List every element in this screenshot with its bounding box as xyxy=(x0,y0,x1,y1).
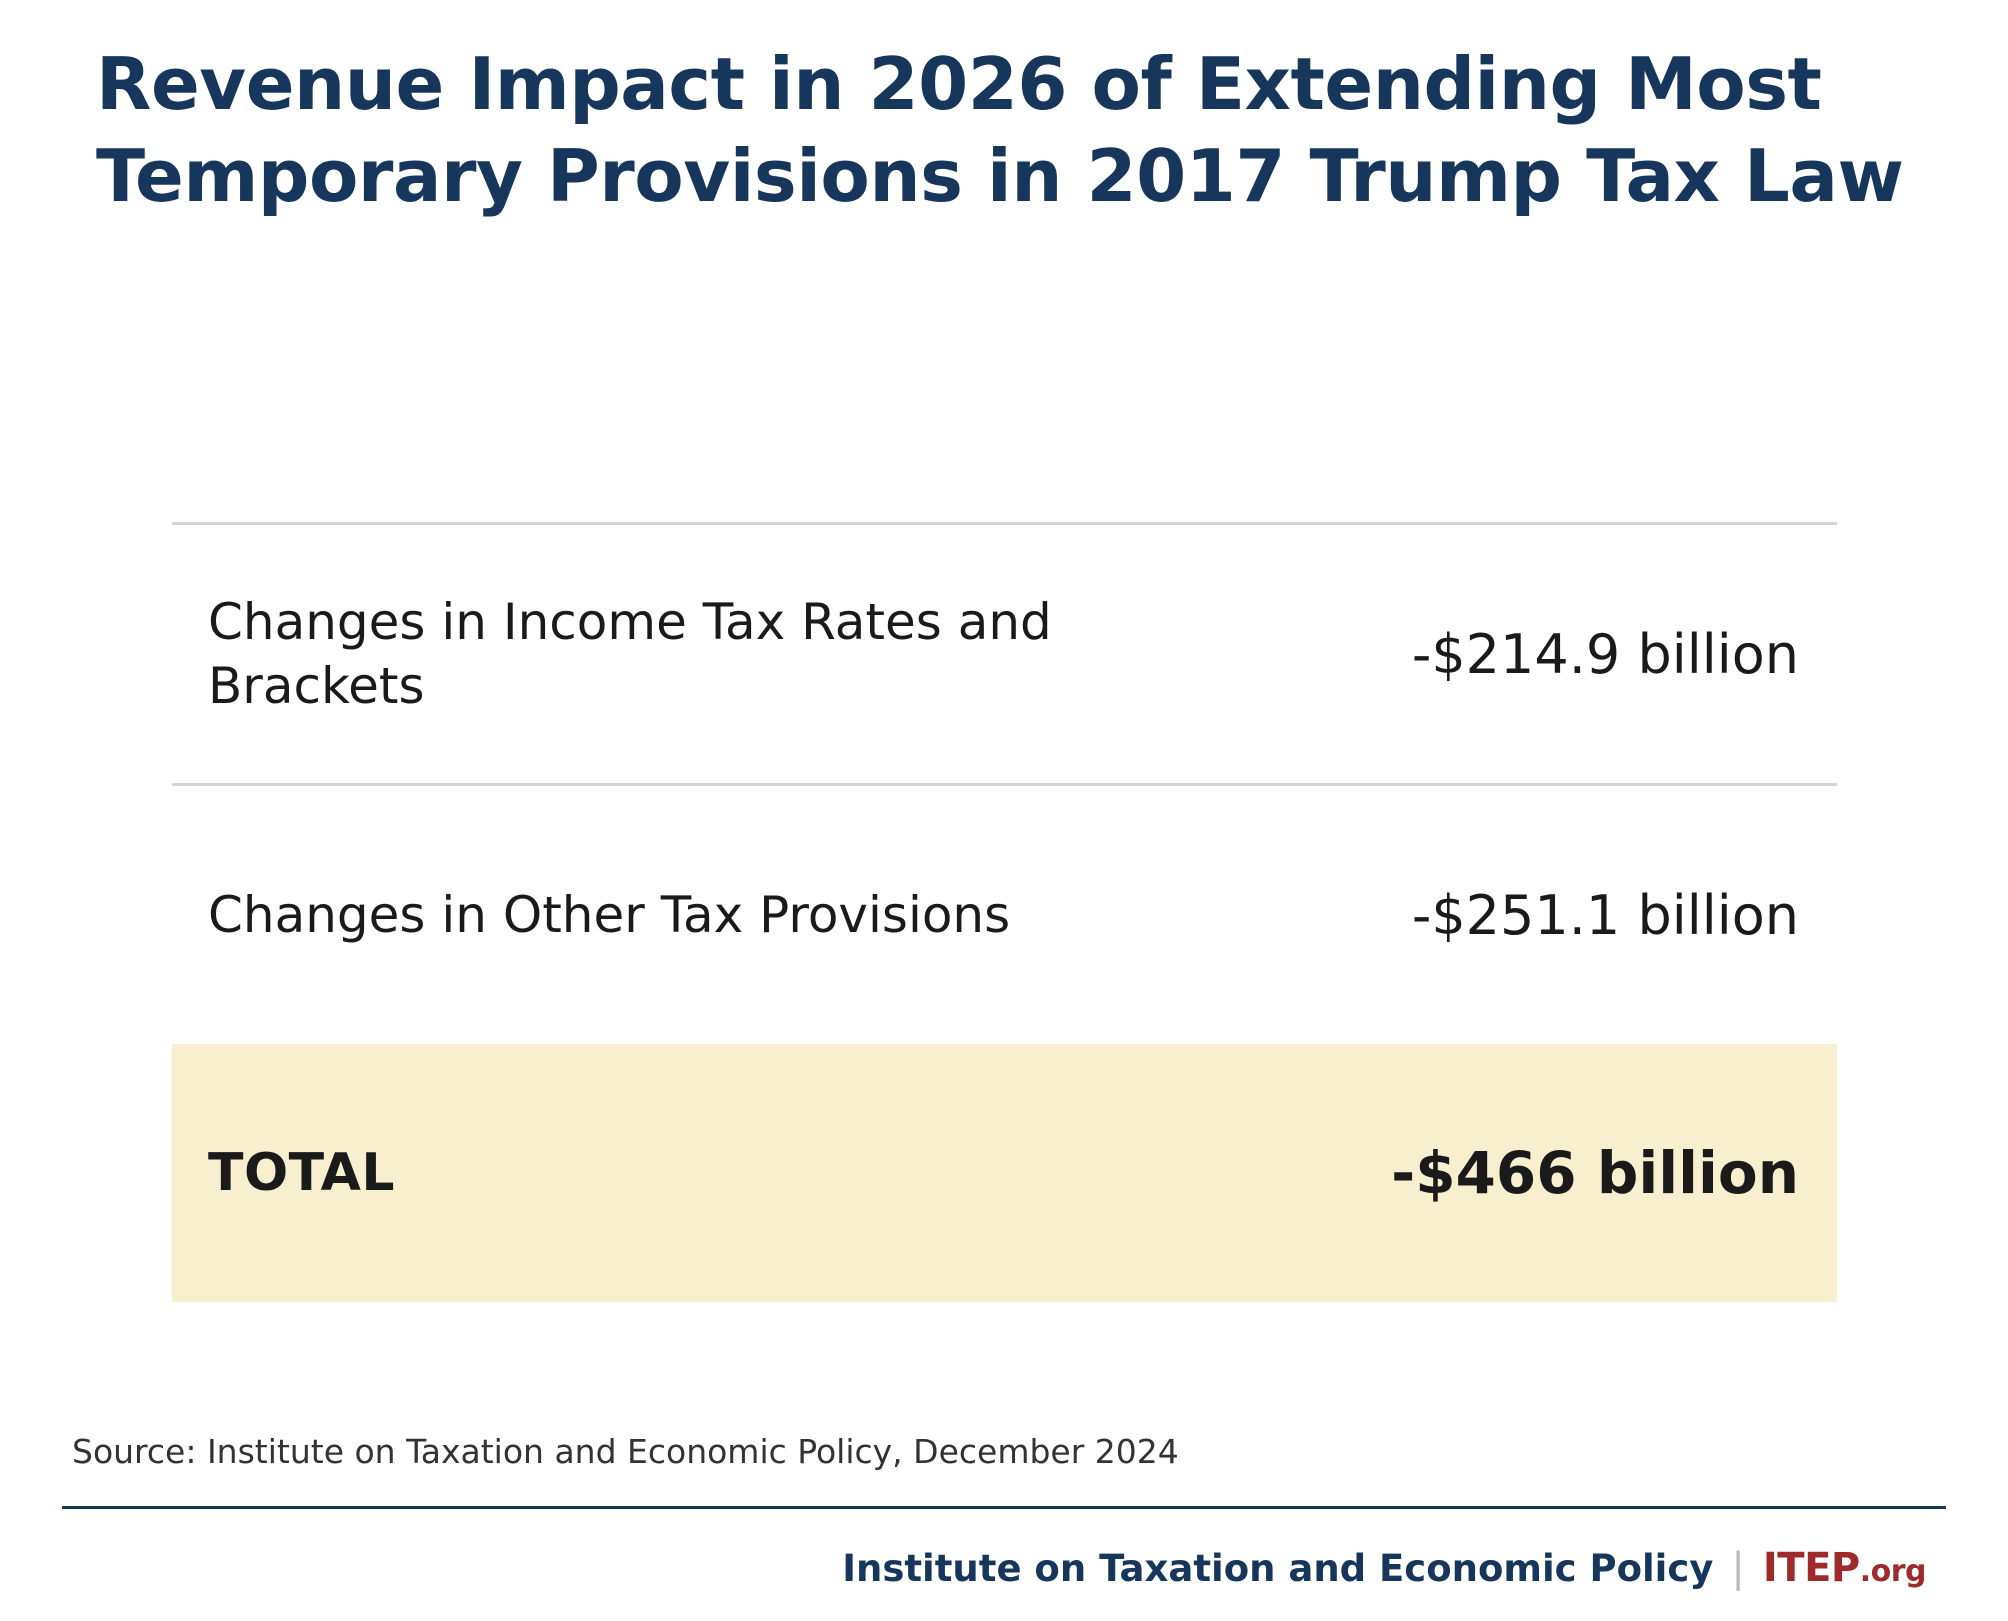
total-label: TOTAL xyxy=(208,1142,395,1203)
total-value: -$466 billion xyxy=(1391,1139,1799,1207)
row-value: -$251.1 billion xyxy=(1411,883,1799,947)
data-table xyxy=(172,522,1837,1302)
table-row xyxy=(172,525,1837,783)
footer-organization: Institute on Taxation and Economic Policy xyxy=(842,1546,1714,1590)
footer xyxy=(62,1528,1946,1608)
footer-divider xyxy=(62,1506,1946,1509)
itep-logo-tld: .org xyxy=(1859,1554,1926,1589)
itep-logo xyxy=(1763,1545,1926,1591)
row-label: Changes in Other Tax Provisions xyxy=(208,886,1011,944)
source-note: Source: Institute on Taxation and Economic Policy, December 2024 xyxy=(72,1432,1179,1471)
table-row xyxy=(172,786,1837,1044)
row-label: Changes in Income Tax Rates and Brackets xyxy=(208,593,1052,715)
footer-separator: | xyxy=(1731,1545,1745,1591)
itep-logo-wordmark: ITEP xyxy=(1762,1545,1860,1591)
page-title: Revenue Impact in 2026 of Extending Most Temporary Provisions in 2017 Trump Tax Law xyxy=(96,42,1904,219)
table-row-total xyxy=(172,1044,1837,1302)
row-value: -$214.9 billion xyxy=(1411,622,1799,686)
